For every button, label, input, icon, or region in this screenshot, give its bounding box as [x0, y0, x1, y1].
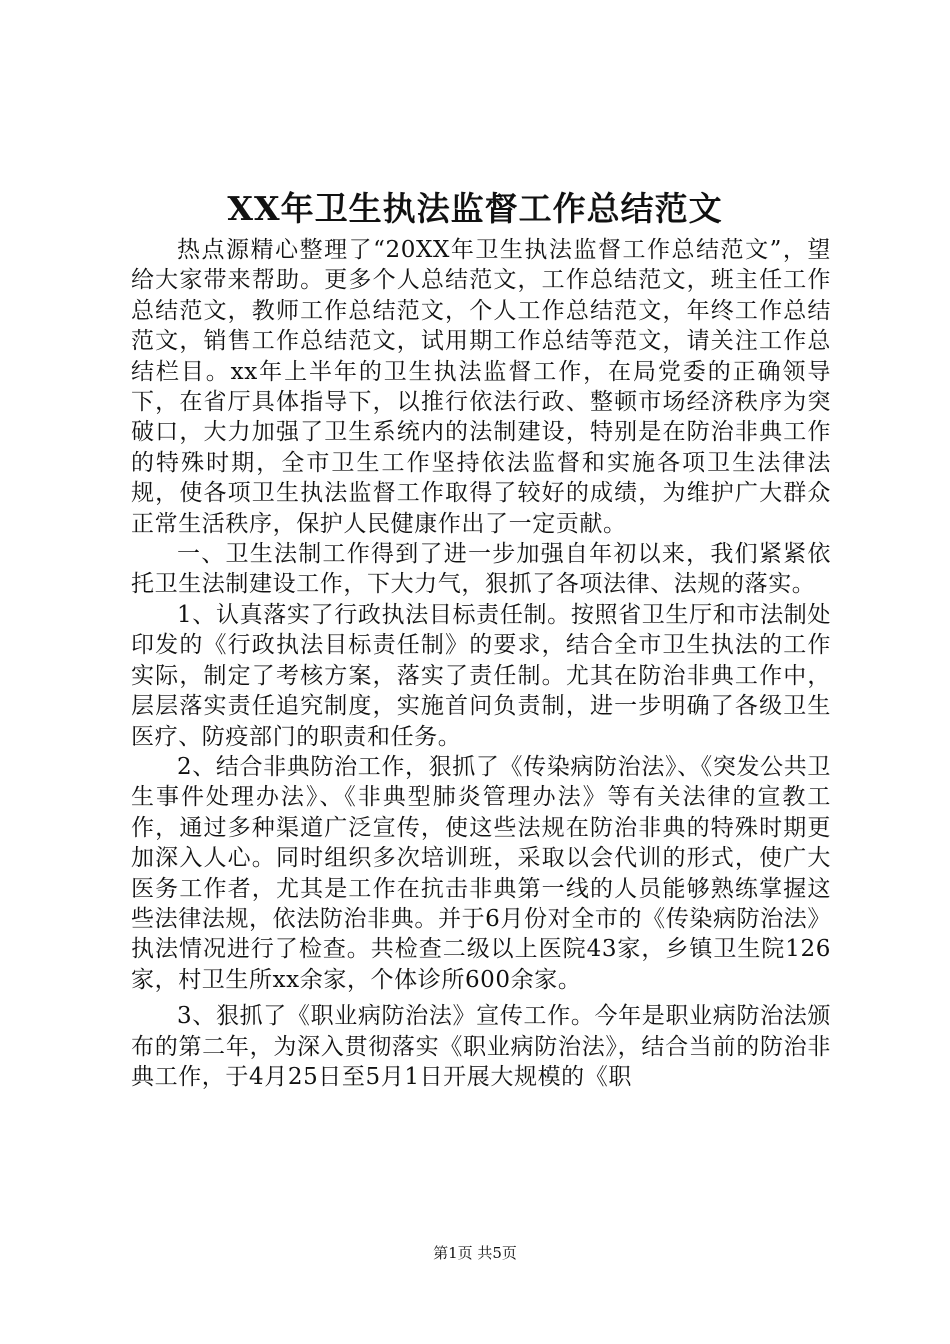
page-footer: 第1页 共5页: [433, 1244, 517, 1262]
document-title: XX年卫生执法监督工作总结范文: [227, 189, 723, 228]
paragraph-item-1: 1、认真落实了行政执法目标责任制。按照省卫生厅和市法制处印发的《行政执法目标责任制》的要求，结合全市卫生执法的工作实际，制定了考核方案，落实了责任制。尤其在防治非典工作中，层层落实责任追究制度，实施首问负责制，进一步明确了各级卫生医疗、防疫部门的职责和任务。: [131, 601, 831, 750]
paragraph-item-2: 2、结合非典防治工作，狠抓了《传染病防治法》、《突发公共卫生事件处理办法》、《非典型肺炎管理办法》等有关法律的宣教工作，通过多种渠道广泛宣传，使这些法规在防治非典的特殊时期更加深入人心。同时组织多次培训班，采取以会代训的形式，使广大医务工作者，尤其是工作在抗击非典第一线的人员能够熟练掌握这些法律法规，依法防治非典。并于6月份对全市的《传染病防治法》执法情况进行了检查。共检查二级以上医院43家，乡镇卫生院126家，村卫生所xx余家，个体诊所600余家。: [131, 753, 831, 993]
paragraph-item-3: 3、狠抓了《职业病防治法》宣传工作。今年是职业病防治法颁布的第二年，为深入贯彻落实《职业病防治法》，结合当前的防治非典工作，于4月25日至5月1日开展大规模的《职: [131, 1003, 831, 1090]
paragraph-section-1: 一、卫生法制工作得到了进一步加强自年初以来，我们紧紧依托卫生法制建设工作，下大力气，狠抓了各项法律、法规的落实。: [131, 541, 831, 598]
document-body: [131, 235, 831, 1092]
paragraph-intro: 热点源精心整理了“20XX年卫生执法监督工作总结范文”，望给大家带来帮助。更多个人总结范文，工作总结范文，班主任工作总结范文，教师工作总结范文，个人工作总结范文，年终工作总结范文，销售工作总结范文，试用期工作总结等范文，请关注工作总结栏目。xx年上半年的卫生执法监督工作，在局党委的正确领导下，在省厅具体指导下，以推行依法行政、整顿市场经济秩序为突破口，大力加强了卫生系统内的法制建设，特别是在防治非典工作的特殊时期，全市卫生工作坚持依法监督和实施各项卫生法律法规，使各项卫生执法监督工作取得了较好的成绩，为维护广大群众正常生活秩序，保护人民健康作出了一定贡献。: [131, 237, 831, 537]
